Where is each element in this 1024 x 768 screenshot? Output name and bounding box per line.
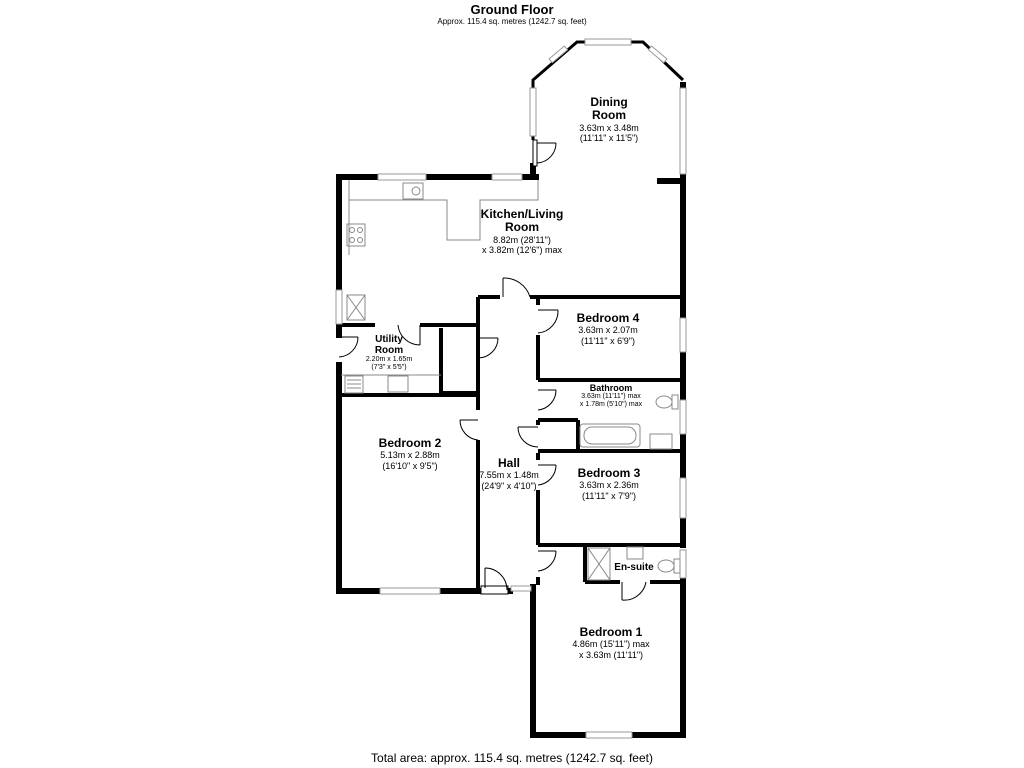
bathroom-label bbox=[580, 383, 642, 409]
dining-room-label bbox=[579, 96, 639, 143]
bedroom-1-dimensions-length: 4.86m (15'11") max bbox=[572, 639, 650, 650]
bedroom-1-dimensions-width: x 3.63m (11'11") bbox=[578, 649, 644, 660]
kitchen-living-room-label bbox=[481, 208, 564, 255]
bathroom-dimensions-length: 3.63m (11'11") max bbox=[581, 393, 641, 401]
utility-name-line2: Room bbox=[374, 345, 404, 357]
total-area-footer: Total area: approx. 115.4 sq. metres (1242.7 sq. feet) bbox=[371, 751, 653, 765]
bedroom-3-dimensions-metric: 3.63m x 2.36m bbox=[579, 480, 639, 491]
floor-title: Ground Floor bbox=[470, 2, 554, 17]
bedroom-4-dimensions-imperial: (11'11" x 6'9") bbox=[580, 335, 636, 346]
dining-room-name-line1: Dining bbox=[590, 95, 628, 109]
bedroom-3-label bbox=[578, 467, 641, 501]
utility-dimensions-metric: 2.20m x 1.65m bbox=[365, 356, 413, 364]
hall-label bbox=[479, 457, 539, 491]
kitchen-name-line1: Kitchen/Living bbox=[480, 207, 564, 221]
bedroom-1-name: Bedroom 1 bbox=[579, 625, 643, 639]
en-suite-label bbox=[614, 562, 653, 573]
hall-dimensions-metric: 7.55m x 1.48m bbox=[479, 470, 539, 481]
bedroom-4-label bbox=[577, 312, 640, 346]
utility-name-line1: Utility bbox=[375, 334, 403, 345]
bedroom-4-name: Bedroom 4 bbox=[576, 311, 640, 325]
dining-room-dimensions-imperial: (11'11" x 11'5") bbox=[579, 132, 639, 143]
bedroom-2-dimensions-metric: 5.13m x 2.88m bbox=[380, 450, 440, 461]
utility-dimensions-imperial: (7'3" x 5'5") bbox=[371, 364, 407, 372]
utility-room-label bbox=[366, 334, 412, 372]
dining-room-name-line2: Room bbox=[592, 108, 626, 123]
kitchen-name-line2: Room bbox=[504, 220, 539, 235]
hall-name: Hall bbox=[497, 456, 520, 470]
bathroom-name: Bathroom bbox=[589, 383, 633, 393]
kitchen-dimensions-length: 8.82m (28'11") bbox=[493, 234, 551, 245]
kitchen-dimensions-width: x 3.82m (12'6") max bbox=[482, 244, 562, 255]
hall-dimensions-imperial: (24'9" x 4'10") bbox=[481, 480, 537, 491]
dining-room-dimensions-metric: 3.63m x 3.48m bbox=[579, 122, 639, 133]
en-suite-name: En-suite bbox=[614, 562, 654, 573]
bedroom-2-name: Bedroom 2 bbox=[378, 436, 442, 450]
bedroom-3-dimensions-imperial: (11'11" x 7'9") bbox=[581, 490, 637, 501]
floor-area-subtitle: Approx. 115.4 sq. metres (1242.7 sq. feet) bbox=[437, 17, 587, 26]
bedroom-3-name: Bedroom 3 bbox=[577, 466, 641, 480]
bedroom-4-dimensions-metric: 3.63m x 2.07m bbox=[578, 325, 638, 336]
bedroom-1-label bbox=[572, 626, 649, 660]
bathroom-dimensions-width: x 1.78m (5'10") max bbox=[579, 400, 643, 408]
bedroom-2-dimensions-imperial: (16'10" x 9'5") bbox=[382, 460, 438, 471]
bedroom-2-label bbox=[379, 437, 442, 471]
